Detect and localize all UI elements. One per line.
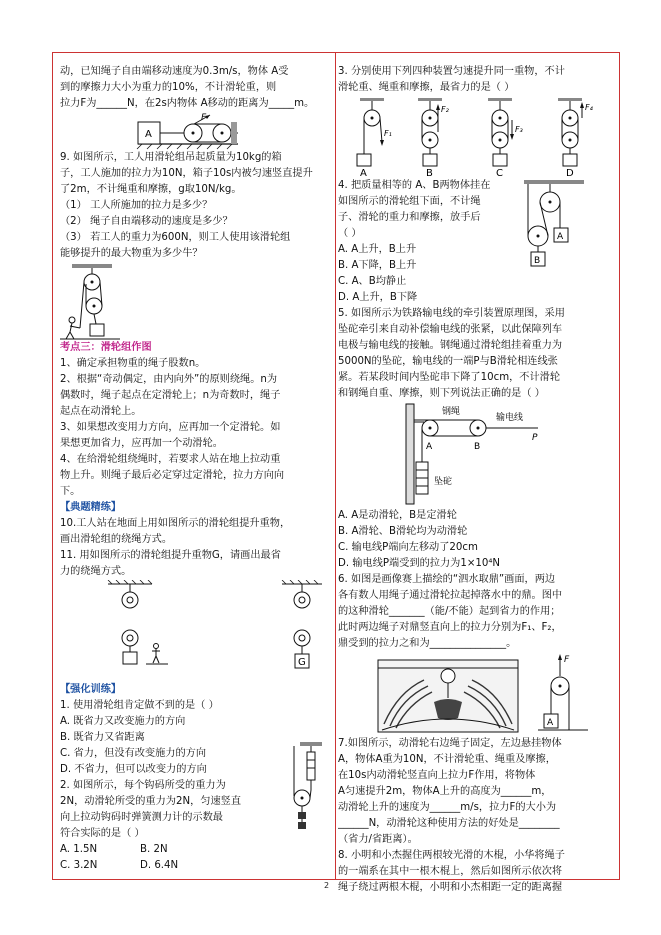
text-line: 果想更加省力，应再加一个动滑轮。 — [60, 438, 223, 449]
text-line: 到的摩擦力大小为重力的10%，不计滑轮重，则 — [60, 82, 277, 93]
text-line: 子，工人施加的拉力为10N，箱子10s内被匀速竖直提升 — [60, 168, 313, 179]
text-line: 能够提升的最大物重为多少牛？ — [60, 248, 203, 259]
label-weight: 坠砣 — [434, 477, 453, 487]
label-G: G — [298, 657, 306, 668]
text-line: 1. 使用滑轮组肯定做不到的是（ ） — [60, 700, 219, 711]
ding-and-pulley — [338, 652, 612, 736]
text-line: 电极与输电线的接触。钢绳通过滑轮组挂着重力为 — [338, 340, 563, 351]
text-line: 2. 如图所示，每个钩码所受的重力为 — [60, 780, 226, 791]
option-label: A — [360, 168, 367, 178]
text-line: 动，已知绳子自由端移动速度为0.3m/s，物体 A受 — [60, 66, 289, 77]
example-heading: 【典题精练】 — [60, 502, 122, 513]
text-line: 向上拉动钩码时弹簧测力计的示数最 — [60, 812, 223, 823]
text-line: 7.如图所示，动滑轮右边绳子固定，左边悬挂物体 — [338, 738, 562, 749]
text-line: 动滑轮上升的速度为______m/s，拉力F的大小为 — [338, 802, 557, 813]
force-label: F₄ — [585, 103, 593, 112]
rail-tension-diagram — [338, 402, 612, 508]
option-D: D. 输电线P端受到的拉力为1×10⁴N — [338, 558, 501, 569]
text-line: 如图所示的滑轮组下面，不计绳 — [338, 196, 481, 207]
label-A: A — [557, 232, 564, 242]
label-rope: 钢绳 — [442, 407, 461, 417]
text-line: 了2m，不计绳重和摩擦，g取10N/kg。 — [60, 184, 242, 195]
text-line: （2） 绳子自由端移动的速度是多少？ — [60, 216, 233, 227]
worker-pulley-diagram — [60, 262, 332, 340]
text-line: 鼎受到的拉力之和为_______________。 — [338, 638, 517, 649]
question-5 — [338, 306, 612, 402]
text-line: 的一端系在其中一根木棍上，然后如图所示依次将 — [338, 866, 563, 877]
text-line: 6. 如图是画像赛上描绘的“泗水取鼎”画面，两边 — [338, 574, 556, 585]
text-line: （ ） — [338, 228, 362, 239]
pulley-table-diagram — [60, 112, 332, 150]
text-line: 下。 — [60, 486, 81, 497]
option-C: C. 省力，但没有改变施力的方向 — [60, 748, 207, 759]
option-B: B. A下降，B上升 — [338, 260, 417, 271]
option-label: B — [426, 168, 433, 178]
option-D: D. 不省力，但可以改变力的方向 — [60, 764, 207, 775]
question-7 — [338, 736, 612, 848]
text-line: 力的绕绳方式。 — [60, 566, 132, 577]
q4-pulley-diagram — [514, 180, 594, 270]
label-P: P — [532, 433, 538, 443]
question-6 — [338, 572, 612, 652]
text-line: 子、滑轮的重力和摩擦，放手后 — [338, 212, 481, 223]
figure-q3 — [338, 96, 612, 178]
options-row-1 — [60, 842, 332, 858]
option-A: A. A上升，B上升 — [338, 244, 417, 255]
text-line: 偶数时，绳子起点在定滑轮上；n为奇数时，绳子 — [60, 390, 281, 401]
label-A: A — [145, 129, 152, 140]
intro-text — [60, 64, 332, 112]
option-A: A. A是动滑轮，B是定滑轮 — [338, 510, 457, 521]
text-line: 8. 小明和小杰握住两根较光滑的木棍，小华将绳子 — [338, 850, 565, 861]
text-line: 4、在给滑轮组绕绳时，若要求人站在地上拉动重 — [60, 454, 281, 465]
text-line: 9. 如图所示，工人用滑轮组吊起质量为10kg的箱 — [60, 152, 282, 163]
text-line: 画出滑轮组的绕绳方式。 — [60, 534, 173, 545]
label-F: F — [201, 113, 207, 123]
left-column — [60, 64, 332, 874]
four-pulley-setups — [338, 96, 612, 178]
figure-q6-q7 — [338, 652, 612, 736]
label-wire: 输电线 — [496, 413, 524, 423]
option-B: B. 2N — [140, 844, 168, 855]
option-C: C. A、B均静止 — [338, 276, 407, 287]
text-line: （省力/省距离）。 — [338, 834, 418, 845]
option-B: B. 既省力又省距离 — [60, 732, 145, 743]
column-divider — [335, 52, 336, 880]
option-label: D — [566, 168, 574, 178]
option-C: C. 3.2N — [60, 860, 98, 871]
option-label: C — [496, 168, 503, 178]
text-line: 符合实际的是（ ） — [60, 828, 145, 839]
question-9 — [60, 150, 332, 262]
option-A: A. 1.5N — [60, 844, 98, 855]
text-line: 起点在动滑轮上。 — [60, 406, 142, 417]
question-8 — [338, 848, 612, 896]
label-B: B — [534, 256, 541, 266]
right-column — [338, 64, 612, 896]
text-line: 1、确定承担物重的绳子股数n。 — [60, 358, 206, 369]
page-number: 2 — [324, 881, 330, 890]
figure-worker-pulley — [60, 262, 332, 340]
practice-2 — [60, 778, 332, 874]
text-line: 10.工人站在地面上用如图所示的滑轮组提升重物， — [60, 518, 291, 529]
text-line: 3、如果想改变用力方向，应再加一个定滑轮。如 — [60, 422, 281, 433]
label-F: F — [564, 655, 570, 665]
option-B: B. A滑轮、B滑轮均为动滑轮 — [338, 526, 468, 537]
text-line: 在10s内动滑轮竖直向上拉力F作用，将物体 — [338, 770, 536, 781]
q5-options — [338, 508, 612, 572]
text-line: 各有数人用绳子通过滑轮拉起掉落水中的鼎。图中 — [338, 590, 563, 601]
figure-q5 — [338, 402, 612, 508]
spring-scale-pulley — [286, 742, 326, 842]
section-points — [60, 356, 332, 500]
text-line: 2、根据“奇动偶定，由内向外”的原则绕绳。n为 — [60, 374, 278, 385]
option-D: D. 6.4N — [140, 860, 179, 871]
text-line: 和钢绳自重、摩擦，则下列说法正确的是（ ） — [338, 388, 545, 399]
force-label: F₂ — [441, 105, 449, 114]
option-C: C. 输电线P端向左移动了20cm — [338, 542, 478, 553]
option-A: A. 既省力又改变施力的方向 — [60, 716, 186, 727]
text-line: A，物体A重为10N，不计滑轮重、绳重及摩擦， — [338, 754, 556, 765]
text-line: 的这种滑轮_______（能/不能）起到省力的作用； — [338, 606, 561, 617]
text-line: 坠砣牵引来自动补偿输电线的张紧，以此保障列车 — [338, 324, 563, 335]
question-4 — [338, 178, 612, 306]
section-heading: 考点三：滑轮组作图 — [60, 342, 152, 353]
text-line: 5. 如图所示为铁路输电线的牵引装置原理图，采用 — [338, 308, 565, 319]
force-label: F₃ — [515, 125, 523, 134]
text-line: 绳子绕过两根木棍，小明和小杰相距一定的距离握 — [338, 882, 563, 893]
text-line: 此时两边绳子对鼎竖直向上的拉力分别为F₁、F₂， — [338, 622, 562, 633]
text-line: （1） 工人所施加的拉力是多少？ — [60, 200, 213, 211]
force-label: F₁ — [384, 129, 392, 138]
label-A: A — [547, 718, 554, 728]
text-line: 11. 用如图所示的滑轮组提升重物G，请画出最省 — [60, 550, 281, 561]
practice-heading: 【强化训练】 — [60, 684, 122, 695]
text-line: 拉力F为______N，在2s内物体 A移动的距离为_____m。 — [60, 98, 315, 109]
text-line: 紧。若某段时间内坠砣串下降了10cm，不计滑轮 — [338, 372, 561, 383]
pulley-drawing-task — [60, 580, 332, 682]
text-line: 2N，动滑轮所受的重力为2N，匀速竖直 — [60, 796, 242, 807]
text-line: 4. 把质量相等的 A、B两物体挂在 — [338, 180, 491, 191]
text-line: 3. 分别使用下列四种装置匀速提升同一重物，不计 — [338, 66, 565, 77]
label-B: B — [474, 442, 481, 452]
text-line: 滑轮重、绳重和摩擦，最省力的是（ ） — [338, 82, 515, 93]
text-line: 5000N的坠砣，输电线的一端P与B滑轮相连线张 — [338, 356, 558, 367]
text-line: 物上升。则绳子最后必定穿过定滑轮，拉力方向向 — [60, 470, 285, 481]
options-row-2 — [60, 858, 332, 874]
figure-q10-q11 — [60, 580, 332, 682]
text-line: （3） 若工人的重力为600N，则工人使用该滑轮组 — [60, 232, 291, 243]
label-A: A — [426, 442, 433, 452]
text-line: A匀速提升2m，物体A上升的高度为______m， — [338, 786, 552, 797]
figure-block-pulley — [60, 112, 332, 150]
text-line: ______N，动滑轮这种使用方法的好处是________ — [338, 818, 560, 829]
option-D: D. A上升，B下降 — [338, 292, 418, 303]
